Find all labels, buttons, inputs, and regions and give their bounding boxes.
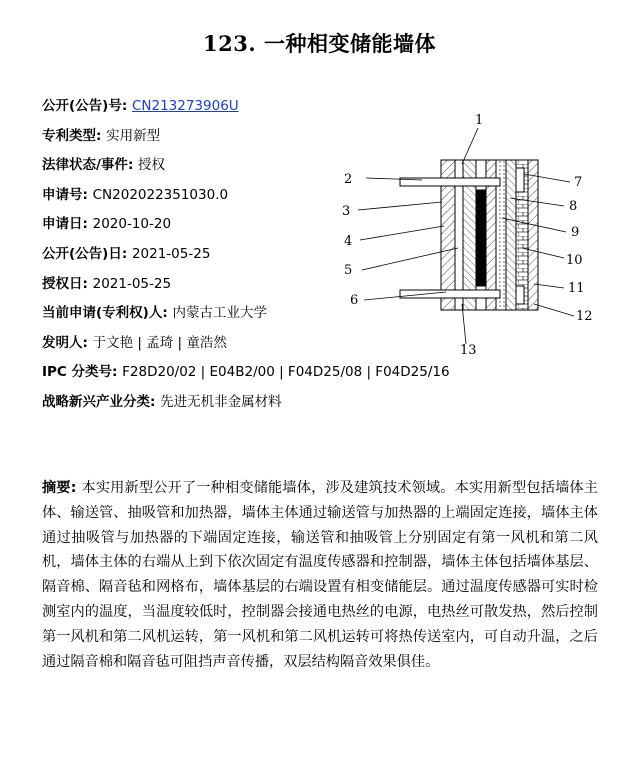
meta-value: 内蒙古工业大学: [172, 305, 267, 322]
meta-sep: :: [82, 186, 93, 203]
meta-key: 公开(公告)日: [42, 245, 122, 262]
meta-key: 发明人: [42, 334, 83, 351]
callout-5: 5: [344, 263, 353, 278]
patent-drawing: [338, 108, 600, 356]
meta-sep: :: [82, 334, 93, 351]
meta-sep: :: [127, 157, 139, 174]
meta-value: 实用新型: [106, 127, 161, 144]
meta-key: 专利类型: [42, 127, 96, 144]
meta-value: F28D20/02 | E04B2/00 | F04D25/08 | F04D25/16: [122, 364, 450, 381]
callout-12: 12: [576, 309, 593, 324]
callout-11: 11: [568, 281, 585, 296]
meta-sep: :: [162, 305, 173, 322]
meta-key: 申请日: [42, 216, 83, 233]
meta-value: CN202022351030.0: [92, 186, 229, 203]
publication-number-link[interactable]: CN213273906U: [131, 98, 239, 114]
callout-7: 7: [574, 175, 583, 190]
meta-value: 2020-10-20: [92, 216, 172, 233]
wall-body: [400, 160, 538, 310]
meta-value: 于文艳 | 孟琦 | 童浩然: [92, 334, 227, 351]
meta-sep: :: [150, 393, 161, 410]
meta-key: 法律状态/事件: [42, 157, 128, 174]
meta-sep: :: [121, 245, 132, 262]
meta-sep: :: [82, 216, 93, 233]
meta-sep: :: [96, 127, 107, 144]
callout-8: 8: [569, 199, 578, 214]
document-title: 123. 一种相变储能墙体: [203, 31, 436, 56]
abstract: [42, 476, 598, 674]
meta-sep: :: [112, 364, 123, 381]
meta-value: 2021-05-25: [92, 275, 172, 292]
callout-10: 10: [566, 253, 583, 268]
meta-ipc: [42, 362, 450, 392]
meta-sep: :: [82, 275, 93, 292]
meta-value: 先进无机非金属材料: [160, 393, 282, 410]
callout-13: 13: [460, 343, 477, 356]
callout-2: 2: [344, 172, 353, 187]
meta-value: 授权: [138, 157, 166, 174]
abstract-sep: :: [70, 480, 82, 496]
meta-key: 授权日: [42, 275, 83, 292]
meta-sep: :: [121, 98, 132, 114]
callout-6: 6: [350, 293, 359, 308]
meta-key: 公开(公告)号: [42, 98, 122, 114]
meta-industry-class: [42, 392, 450, 422]
meta-key: 当前申请(专利权)人: [42, 305, 163, 322]
meta-key: 战略新兴产业分类: [42, 393, 150, 410]
abstract-text: 本实用新型公开了一种相变储能墙体，涉及建筑技术领域。本实用新型包括墙体主体、输送管、抽吸管和加热器，墙体主体通过输送管与加热器的上端固定连接，墙体主体通过抽吸管与加热器的下端固定连接，输送管和抽吸管上分别固定有第一风机和第二风机，墙体主体的右端从上到下依次固定有温度传感器和控制器，墙体主体包括墙体基层、隔音棉、隔音毡和网格布，墙体基层的右端设置有相变储能层。通过温度传感器可实时检测室内的温度，当温度较低时，控制器会接通电热丝的电源，电热丝可散发热，然后控制第一风机和第二风机运转，第一风机和第二风机运转可将热传送室内，可自动升温，之后通过隔音棉和隔音毡可阻挡声音传播，双层结构隔音效果俱佳。: [42, 480, 598, 670]
callout-1: 1: [475, 113, 484, 128]
callout-9: 9: [571, 225, 580, 240]
meta-key: 申请号: [42, 186, 83, 203]
meta-value: 2021-05-25: [131, 245, 211, 262]
abstract-label: 摘要: [42, 480, 71, 496]
meta-key: IPC 分类号: [42, 364, 113, 381]
callout-4: 4: [344, 234, 353, 249]
callout-3: 3: [342, 204, 351, 219]
